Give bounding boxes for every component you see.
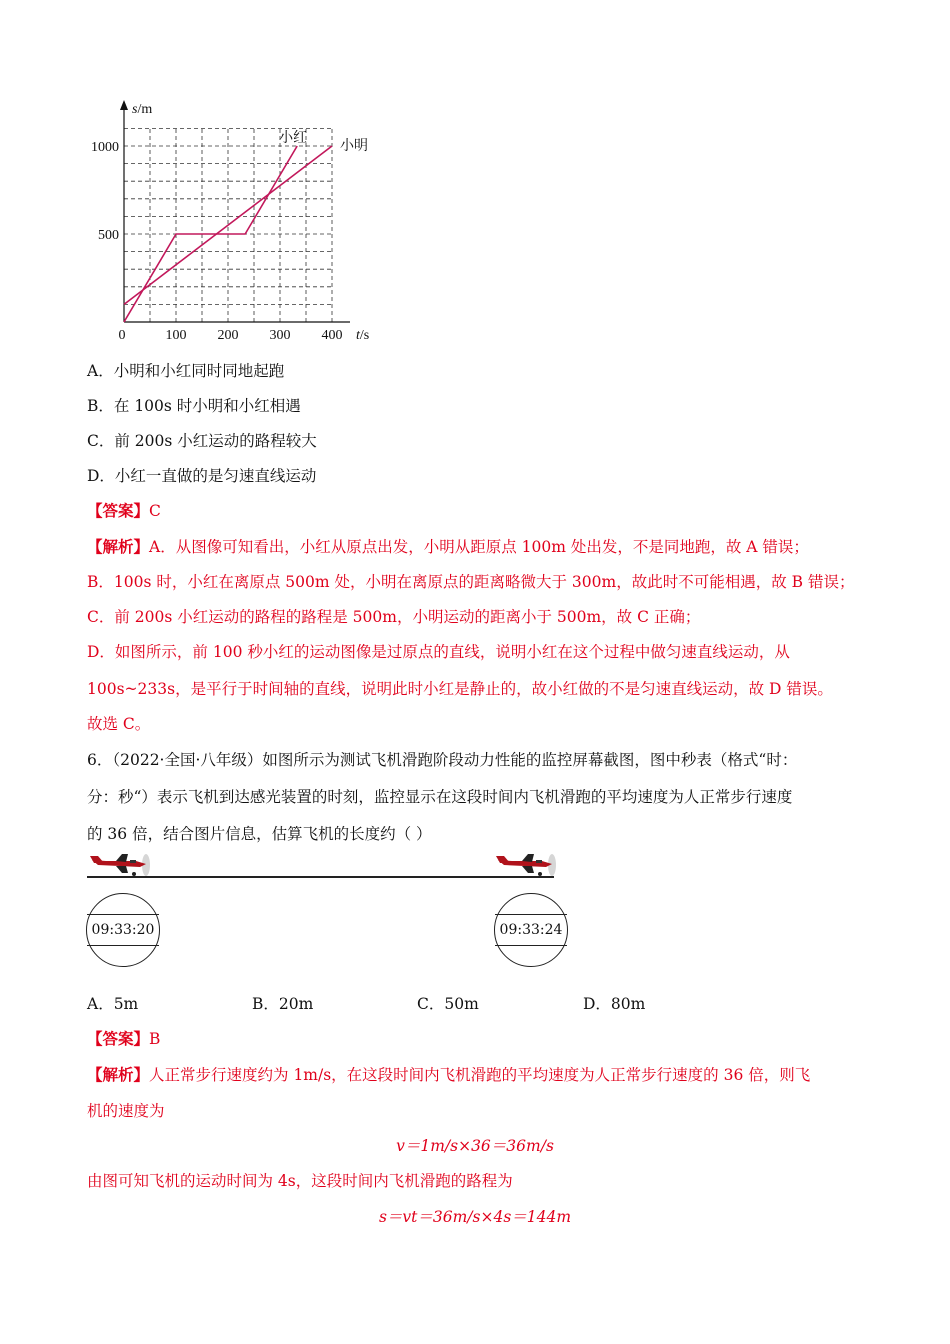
q6-stem-line-2: 分：秒“）表示飞机到达感光装置的时刻，监控显示在这段时间内飞机滑跑的平均速度为人正常步行速度 xyxy=(87,788,793,806)
analysis-text: A．从图像可知看出，小红从原点出发，小明从距原点 100m 处出发，不是同地跑，故 A 错误； xyxy=(149,538,809,556)
q6-option-a: A．5m xyxy=(87,995,139,1013)
series-label: 小红 xyxy=(279,130,308,146)
q5-option-a: A．小明和小红同时同地起跑 xyxy=(87,362,285,380)
x-tick-label: 300 xyxy=(269,328,291,343)
stopwatch-right xyxy=(494,893,568,967)
x-axis-label: t/s xyxy=(356,328,370,343)
q5-analysis-line-5: 100s~233s，是平行于时间轴的直线，说明此时小红是静止的，故小红做的不是匀速直线运动，故 D 错误。 xyxy=(87,680,833,698)
q6-formula-2 xyxy=(0,1206,950,1228)
x-tick-label: 100 xyxy=(165,328,187,343)
q5-answer xyxy=(87,500,161,522)
answer-value: B xyxy=(149,1030,161,1048)
answer-value: C xyxy=(149,502,161,520)
q6-stem-line-1: 6．（2022·全国·八年级）如图所示为测试飞机滑跑阶段动力性能的监控屏幕截图，图中秒表（格式“时： xyxy=(87,751,798,769)
y-axis-arrow xyxy=(120,100,128,110)
q6-analysis-line-1 xyxy=(87,1064,810,1086)
q6-analysis-line-2: 机的速度为 xyxy=(87,1102,165,1120)
x-tick-label: 400 xyxy=(321,328,343,343)
formula-text: v＝1m/s×36＝36m/s xyxy=(396,1137,554,1155)
q5-analysis-line-1 xyxy=(87,536,809,558)
analysis-tag: 【解析】 xyxy=(87,537,150,556)
q5-analysis-line-6: 故选 C。 xyxy=(87,715,151,733)
q6-stem-line-3: 的 36 倍，结合图片信息，估算飞机的长度约（ ） xyxy=(87,825,432,843)
analysis-tag: 【解析】 xyxy=(87,1065,150,1084)
airplane-icon-right xyxy=(494,852,560,878)
q5-option-b: B．在 100s 时小明和小红相遇 xyxy=(87,397,301,415)
formula-text: s＝vt＝36m/s×4s＝144m xyxy=(378,1208,572,1226)
q6-option-c: C．50m xyxy=(417,995,479,1013)
series-label: 小明 xyxy=(340,138,368,154)
stopwatch-right-time: 09:33:24 xyxy=(495,914,567,946)
answer-tag: 【答案】 xyxy=(87,1029,150,1048)
y-tick-label: 500 xyxy=(98,228,119,243)
x-tick-label: 200 xyxy=(217,328,239,343)
y-axis-label: s/m xyxy=(132,102,153,117)
q6-option-b: B．20m xyxy=(252,995,314,1013)
distance-time-chart xyxy=(80,96,380,352)
airplane-icon-left xyxy=(88,852,154,878)
stopwatch-left xyxy=(86,893,160,967)
q6-formula-1 xyxy=(0,1135,950,1157)
answer-tag: 【答案】 xyxy=(87,501,150,520)
q6-option-d: D．80m xyxy=(583,995,646,1013)
x-tick-label: 0 xyxy=(118,328,126,343)
q5-analysis-line-3: C．前 200s 小红运动的路程的路程是 500m，小明运动的距离小于 500m，故 C 正确； xyxy=(87,608,701,626)
q5-option-c: C．前 200s 小红运动的路程较大 xyxy=(87,432,317,450)
q5-option-d: D．小红一直做的是匀速直线运动 xyxy=(87,467,317,485)
runway-track xyxy=(87,876,554,878)
q6-answer xyxy=(87,1028,160,1050)
chart-axes xyxy=(120,100,350,322)
q6-analysis-line-3: 由图可知飞机的运动时间为 4s，这段时间内飞机滑跑的路程为 xyxy=(87,1172,513,1190)
series-line-xiaoming xyxy=(124,146,332,304)
q5-analysis-line-2: B．100s 时，小红在离原点 500m 处，小明在离原点的距离略微大于 300m，故此时不可能相遇，故 B 错误； xyxy=(87,573,855,591)
analysis-text: 人正常步行速度约为 1m/s，在这段时间内飞机滑跑的平均速度为人正常步行速度的 36 倍，则飞 xyxy=(149,1066,811,1084)
stopwatch-left-time: 09:33:20 xyxy=(87,914,159,946)
y-tick-label: 1000 xyxy=(91,140,119,155)
q5-analysis-line-4: D．如图所示，前 100 秒小红的运动图像是过原点的直线，说明小红在这个过程中做匀速直线运动，从 xyxy=(87,643,790,661)
